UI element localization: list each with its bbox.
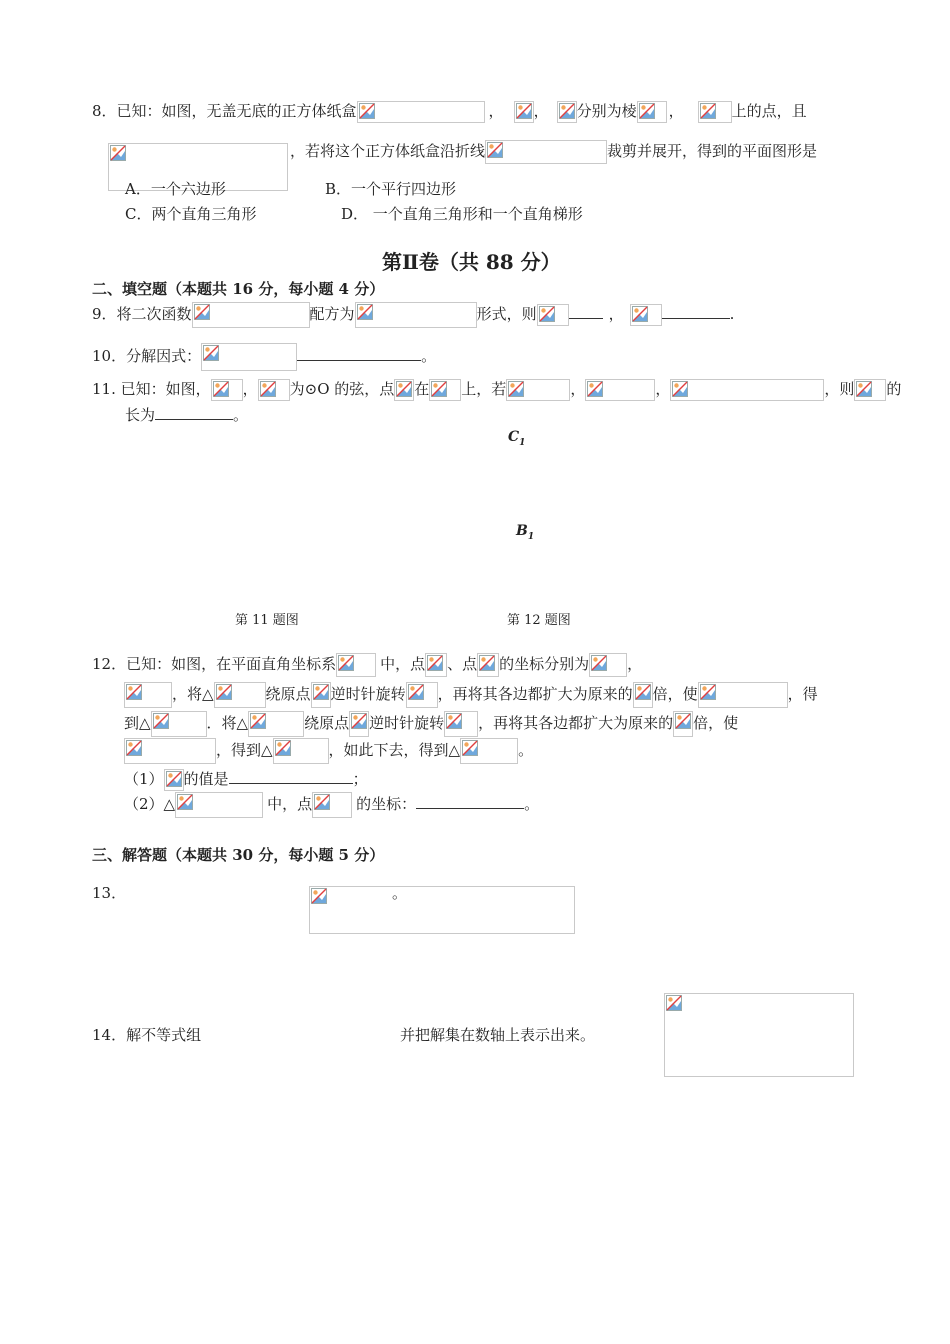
broken-image-icon <box>559 103 575 119</box>
formula-image <box>514 101 534 123</box>
q12-line2 <box>124 682 818 708</box>
formula-image <box>258 379 290 401</box>
broken-image-icon <box>591 655 607 671</box>
q12-text: ，再将其各边都扩大为原来的 <box>478 714 674 732</box>
broken-image-icon <box>487 142 503 158</box>
q13-period: 。 <box>392 884 408 902</box>
q12-text: 倍，使 <box>693 714 739 732</box>
q12-text: 的坐标分别为 <box>499 655 590 673</box>
q8-option-c: C．两个直角三角形 <box>125 205 257 223</box>
formula-image <box>394 379 414 401</box>
q11-text: ， <box>655 380 671 398</box>
q13-label: 13． <box>92 884 127 902</box>
q8-text: 裁剪并展开，得到的平面图形是 <box>607 142 818 160</box>
q11-text: ，则 <box>824 380 855 398</box>
broken-image-icon <box>632 306 648 322</box>
formula-image <box>336 653 376 677</box>
formula-image <box>854 379 886 401</box>
q8-text: 分别为棱 <box>576 102 637 120</box>
q12-line1 <box>92 653 642 677</box>
q12-text: 到△ <box>124 714 151 732</box>
broken-image-icon <box>587 381 603 397</box>
broken-image-icon <box>311 888 327 904</box>
q10-text: 。 <box>421 347 437 365</box>
q12-text: 中，点 <box>267 795 313 813</box>
broken-image-icon <box>313 684 329 700</box>
q10-text: 10．分解因式： <box>92 347 202 365</box>
broken-image-icon <box>462 740 478 756</box>
q9-text: . <box>729 305 735 323</box>
q12-sub1 <box>124 769 368 791</box>
q9-text: 9．将二次函数 <box>92 305 192 323</box>
q8-option-d: D． 一个直角三角形和一个直角梯形 <box>341 205 583 223</box>
q11-text: ， <box>242 380 258 398</box>
q11-line2 <box>125 405 248 425</box>
broken-image-icon <box>635 684 651 700</box>
broken-image-icon <box>194 304 210 320</box>
formula-image <box>673 711 693 737</box>
formula-image <box>485 140 607 164</box>
broken-image-icon <box>396 381 412 397</box>
label-letter: B <box>516 523 528 539</box>
formula-image <box>698 682 788 708</box>
q8-line1 <box>92 101 807 123</box>
q12-text: 、点 <box>447 655 478 673</box>
formula-image <box>537 304 569 326</box>
q12-text: 的值是 <box>183 770 229 788</box>
q12-text: ，再将其各边都扩大为原来的 <box>437 685 633 703</box>
q12-text: 逆时针旋转 <box>330 685 406 703</box>
broken-image-icon <box>314 794 330 810</box>
broken-image-icon <box>431 381 447 397</box>
broken-image-icon <box>672 381 688 397</box>
broken-image-icon <box>700 684 716 700</box>
q12-text: ，得到△ <box>216 741 273 759</box>
broken-image-icon <box>338 655 354 671</box>
broken-image-icon <box>250 713 266 729</box>
q11-text: 在 <box>414 380 430 398</box>
formula-image <box>506 379 570 401</box>
formula-image <box>670 379 824 401</box>
formula-image <box>151 711 207 737</box>
broken-image-icon <box>110 145 126 161</box>
formula-image <box>477 653 499 677</box>
q8-option-b: B．一个平行四边形 <box>325 180 457 198</box>
formula-image <box>164 769 184 791</box>
q11-line1 <box>92 379 901 401</box>
figure-caption-11: 第 11 题图 <box>235 613 299 628</box>
broken-image-icon <box>216 684 232 700</box>
formula-image <box>201 343 297 371</box>
q12-text: 倍，使 <box>652 685 698 703</box>
formula-image <box>349 711 369 737</box>
formula-image <box>425 653 447 677</box>
answer-blank[interactable] <box>229 769 353 784</box>
q12-text: 。 <box>518 741 534 759</box>
formula-image <box>406 682 438 708</box>
part3-section-heading: 三、解答题（本题共 30 分，每小题 5 分） <box>92 846 385 864</box>
formula-image <box>312 792 352 818</box>
formula-image <box>589 653 627 677</box>
q8-text: ，若将这个正方体纸盒沿折线 <box>290 142 486 160</box>
broken-image-icon <box>213 381 229 397</box>
q12-text: 的坐标： <box>356 795 417 813</box>
formula-image <box>124 738 216 764</box>
q8-label: 8．已知：如图，无盖无底的正方体纸盒 <box>92 102 357 120</box>
formula-image <box>124 682 172 708</box>
broken-image-icon <box>427 655 443 671</box>
broken-image-icon <box>126 740 142 756</box>
broken-image-icon <box>675 713 691 729</box>
q12-text: ； <box>352 770 368 788</box>
broken-image-icon <box>639 103 655 119</box>
q12-text: ，将△ <box>172 685 214 703</box>
answer-blank[interactable] <box>416 794 524 809</box>
broken-image-icon <box>357 304 373 320</box>
q12-text: ，如此下去，得到△ <box>328 741 461 759</box>
q12-text: 中，点 <box>380 655 426 673</box>
formula-image <box>175 792 263 818</box>
q14-text: 并把解集在数轴上表示出来。 <box>400 1026 596 1044</box>
figure-label-b1 <box>516 521 534 547</box>
q8-line2 <box>290 140 817 164</box>
broken-image-icon <box>408 684 424 700</box>
part2-title: 第Ⅱ卷（共 88 分） <box>382 250 561 274</box>
broken-image-icon <box>260 381 276 397</box>
figure-label-c1 <box>508 427 525 453</box>
formula-image <box>460 738 518 764</box>
broken-image-icon <box>666 995 682 1011</box>
answer-blank[interactable] <box>662 304 730 319</box>
formula-image <box>630 304 662 326</box>
q8-text: ， <box>668 102 684 120</box>
formula-image <box>192 302 310 328</box>
formula-image <box>309 886 575 934</box>
q9-text: 形式，则 <box>476 305 537 323</box>
formula-image <box>664 993 854 1077</box>
q12-sub2 <box>124 792 539 818</box>
formula-image <box>311 682 331 708</box>
q12-line4 <box>124 738 533 764</box>
broken-image-icon <box>856 381 872 397</box>
q8-option-a: A．一个六边形 <box>125 180 226 198</box>
q9 <box>92 302 734 328</box>
q12-text: ．将△ <box>206 714 249 732</box>
formula-image <box>211 379 243 401</box>
answer-blank[interactable] <box>569 304 603 319</box>
label-letter: C <box>508 429 520 445</box>
answer-blank[interactable] <box>297 346 421 361</box>
q12-text: 逆时针旋转 <box>369 714 445 732</box>
figure-caption-12: 第 12 题图 <box>507 613 571 628</box>
q11-text: 上，若 <box>461 380 507 398</box>
broken-image-icon <box>153 713 169 729</box>
q10 <box>92 343 436 371</box>
q8-text: ， <box>488 102 504 120</box>
q11-text: 。 <box>233 406 249 424</box>
broken-image-icon <box>508 381 524 397</box>
part2-section-heading: 二、填空题（本题共 16 分，每小题 4 分） <box>92 280 385 298</box>
broken-image-icon <box>203 345 219 361</box>
q12-text: 绕原点 <box>265 685 311 703</box>
broken-image-icon <box>516 103 532 119</box>
broken-image-icon <box>126 684 142 700</box>
broken-image-icon <box>479 655 495 671</box>
q12-text: ， <box>627 655 643 673</box>
broken-image-icon <box>275 740 291 756</box>
formula-image <box>273 738 329 764</box>
broken-image-icon <box>359 103 375 119</box>
formula-image <box>355 302 477 328</box>
q12-text: （2）△ <box>124 795 176 813</box>
label-subscript: 1 <box>519 437 526 448</box>
formula-image <box>698 101 732 123</box>
q14-label: 14．解不等式组 <box>92 1026 202 1044</box>
formula-image <box>637 101 667 123</box>
formula-image <box>214 682 266 708</box>
q12-line3 <box>124 711 738 737</box>
q11-text: 为⊙O 的弦，点 <box>289 380 395 398</box>
answer-blank[interactable] <box>155 405 233 420</box>
q8-text: 上的点，且 <box>731 102 807 120</box>
formula-image <box>429 379 461 401</box>
q9-text: ， <box>608 305 624 323</box>
broken-image-icon <box>446 713 462 729</box>
formula-image <box>633 682 653 708</box>
broken-image-icon <box>539 306 555 322</box>
q9-text: 配方为 <box>309 305 355 323</box>
q11-text: 长为 <box>125 406 156 424</box>
q12-text: （1） <box>124 770 164 788</box>
q11-text: ， <box>570 380 586 398</box>
broken-image-icon <box>700 103 716 119</box>
q8-text: ， <box>533 102 549 120</box>
broken-image-icon <box>166 771 182 787</box>
formula-image <box>444 711 478 737</box>
broken-image-icon <box>351 713 367 729</box>
formula-image <box>557 101 577 123</box>
formula-image <box>585 379 655 401</box>
formula-image <box>357 101 485 123</box>
q11-text: 的 <box>886 380 902 398</box>
q12-text: 。 <box>524 795 540 813</box>
q12-text: ，得 <box>787 685 818 703</box>
q11-text: 11. 已知：如图， <box>92 380 211 398</box>
formula-image <box>248 711 304 737</box>
label-subscript: 1 <box>527 531 535 542</box>
q12-text: 绕原点 <box>304 714 350 732</box>
q12-text: 12．已知：如图，在平面直角坐标系 <box>92 655 337 673</box>
broken-image-icon <box>177 794 193 810</box>
